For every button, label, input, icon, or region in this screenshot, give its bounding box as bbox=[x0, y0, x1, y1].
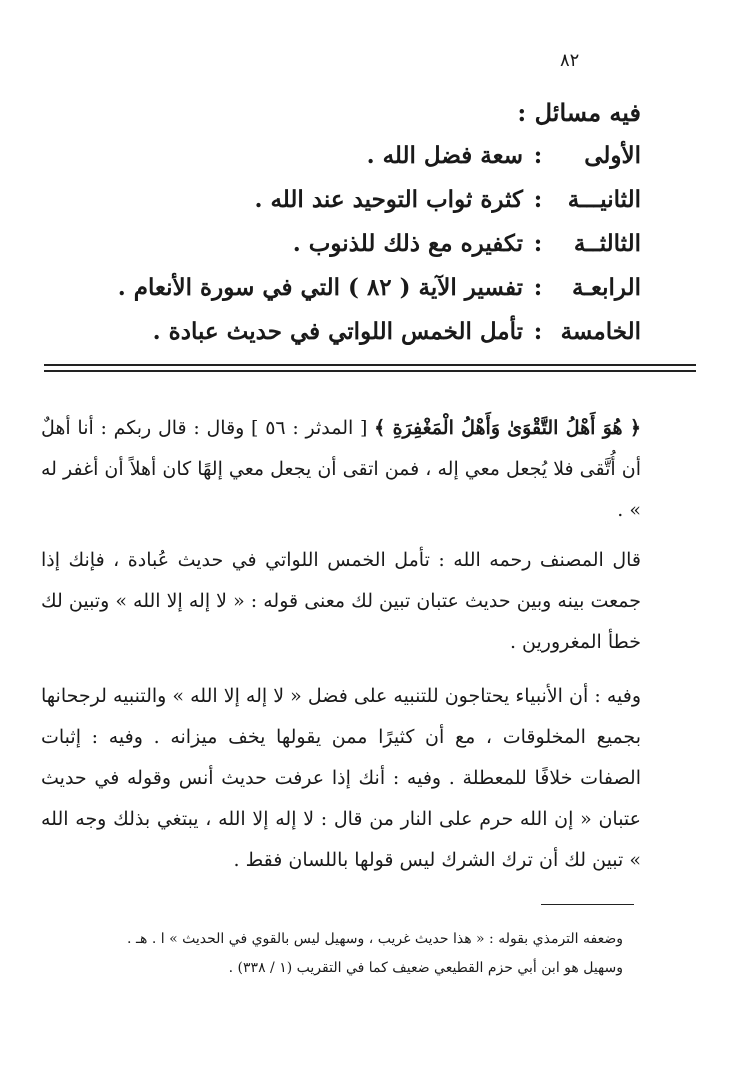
issue-text: تكفيره مع ذلك للذنوب . bbox=[292, 230, 523, 257]
commentary-paragraph: قال المصنف رحمه الله : تأمل الخمس اللواتي في حديث عُبادة ، فإنك إذا جمعت بينه وبين حديث عتبان تبين لك معنى قوله : « لا إله إلا الله » وتبين لك خطأ المغرورين . bbox=[41, 549, 641, 653]
issue-label: الرابعـة bbox=[571, 274, 641, 301]
issue-separator: : bbox=[533, 230, 543, 257]
intro-heading: فيه مسائل : bbox=[517, 98, 641, 127]
hadith-paragraph bbox=[41, 408, 641, 531]
issue-item bbox=[81, 318, 641, 362]
issue-label: الثانيـــة bbox=[567, 186, 641, 213]
issue-text: تفسير الآية ( ٨٢ ) التي في سورة الأنعام . bbox=[117, 274, 523, 301]
issue-item bbox=[81, 186, 641, 230]
issue-text: كثرة ثواب التوحيد عند الله . bbox=[254, 186, 523, 213]
issue-text: سعة فضل الله . bbox=[366, 142, 523, 169]
issue-label: الأولى bbox=[584, 142, 641, 169]
issue-label: الثالثــة bbox=[573, 230, 641, 257]
issues-list bbox=[81, 142, 641, 362]
benefits-paragraph: وفيه : أن الأنبياء يحتاجون للتنبيه على فضل « لا إله إلا الله » والتنبيه لرجحانها بجميع المخلوقات ، مع أن كثيرًا ممن يقولها يخف ميزانه . وفيه : إثبات الصفات خلافًا للمعطلة . وفيه : أنك إذا عرفت حديث أنس وقوله في حديث عتبان « إن الله حرم على النار من قال : لا إله إلا الله ، يبتغي بذلك وجه الله » تبين لك أن ترك الشرك ليس قولها باللسان فقط . bbox=[41, 685, 641, 871]
issue-separator: : bbox=[533, 318, 543, 345]
section-divider-bottom bbox=[44, 370, 696, 372]
quran-verse: ﴿ هُوَ أَهْلُ التَّقْوَىٰ وَأَهْلُ الْمَغْفِرَةِ ﴾ bbox=[374, 417, 641, 439]
issue-label: الخامسة bbox=[560, 318, 641, 345]
issue-text: تأمل الخمس اللواتي في حديث عبادة . bbox=[152, 318, 523, 345]
footnote-line: وضعفه الترمذي بقوله : « هذا حديث غريب ، وسهيل ليس بالقوي في الحديث » ا . هـ . bbox=[127, 931, 623, 947]
issue-separator: : bbox=[533, 142, 543, 169]
issue-separator: : bbox=[533, 186, 543, 213]
issue-separator: : bbox=[533, 274, 543, 301]
footnotes bbox=[43, 925, 623, 983]
issue-item bbox=[81, 274, 641, 318]
footnote-divider bbox=[541, 904, 634, 905]
issue-item bbox=[81, 142, 641, 186]
page-number: ٨٢ bbox=[560, 50, 580, 71]
section-divider-top bbox=[44, 364, 696, 366]
footnote-line: وسهيل هو ابن أبي حزم القطيعي ضعيف كما في التقريب (١ / ٣٣٨) . bbox=[228, 960, 623, 976]
hadith-text: [ المدثر : ٥٦ ] وقال : قال ربكم : أنا أهلٌ أن أُتَّقى فلا يُجعل معي إله ، فمن اتقى أن يجعل معي إلهًا كان أهلاً أن أغفر له » . bbox=[41, 417, 641, 521]
issue-item bbox=[81, 230, 641, 274]
